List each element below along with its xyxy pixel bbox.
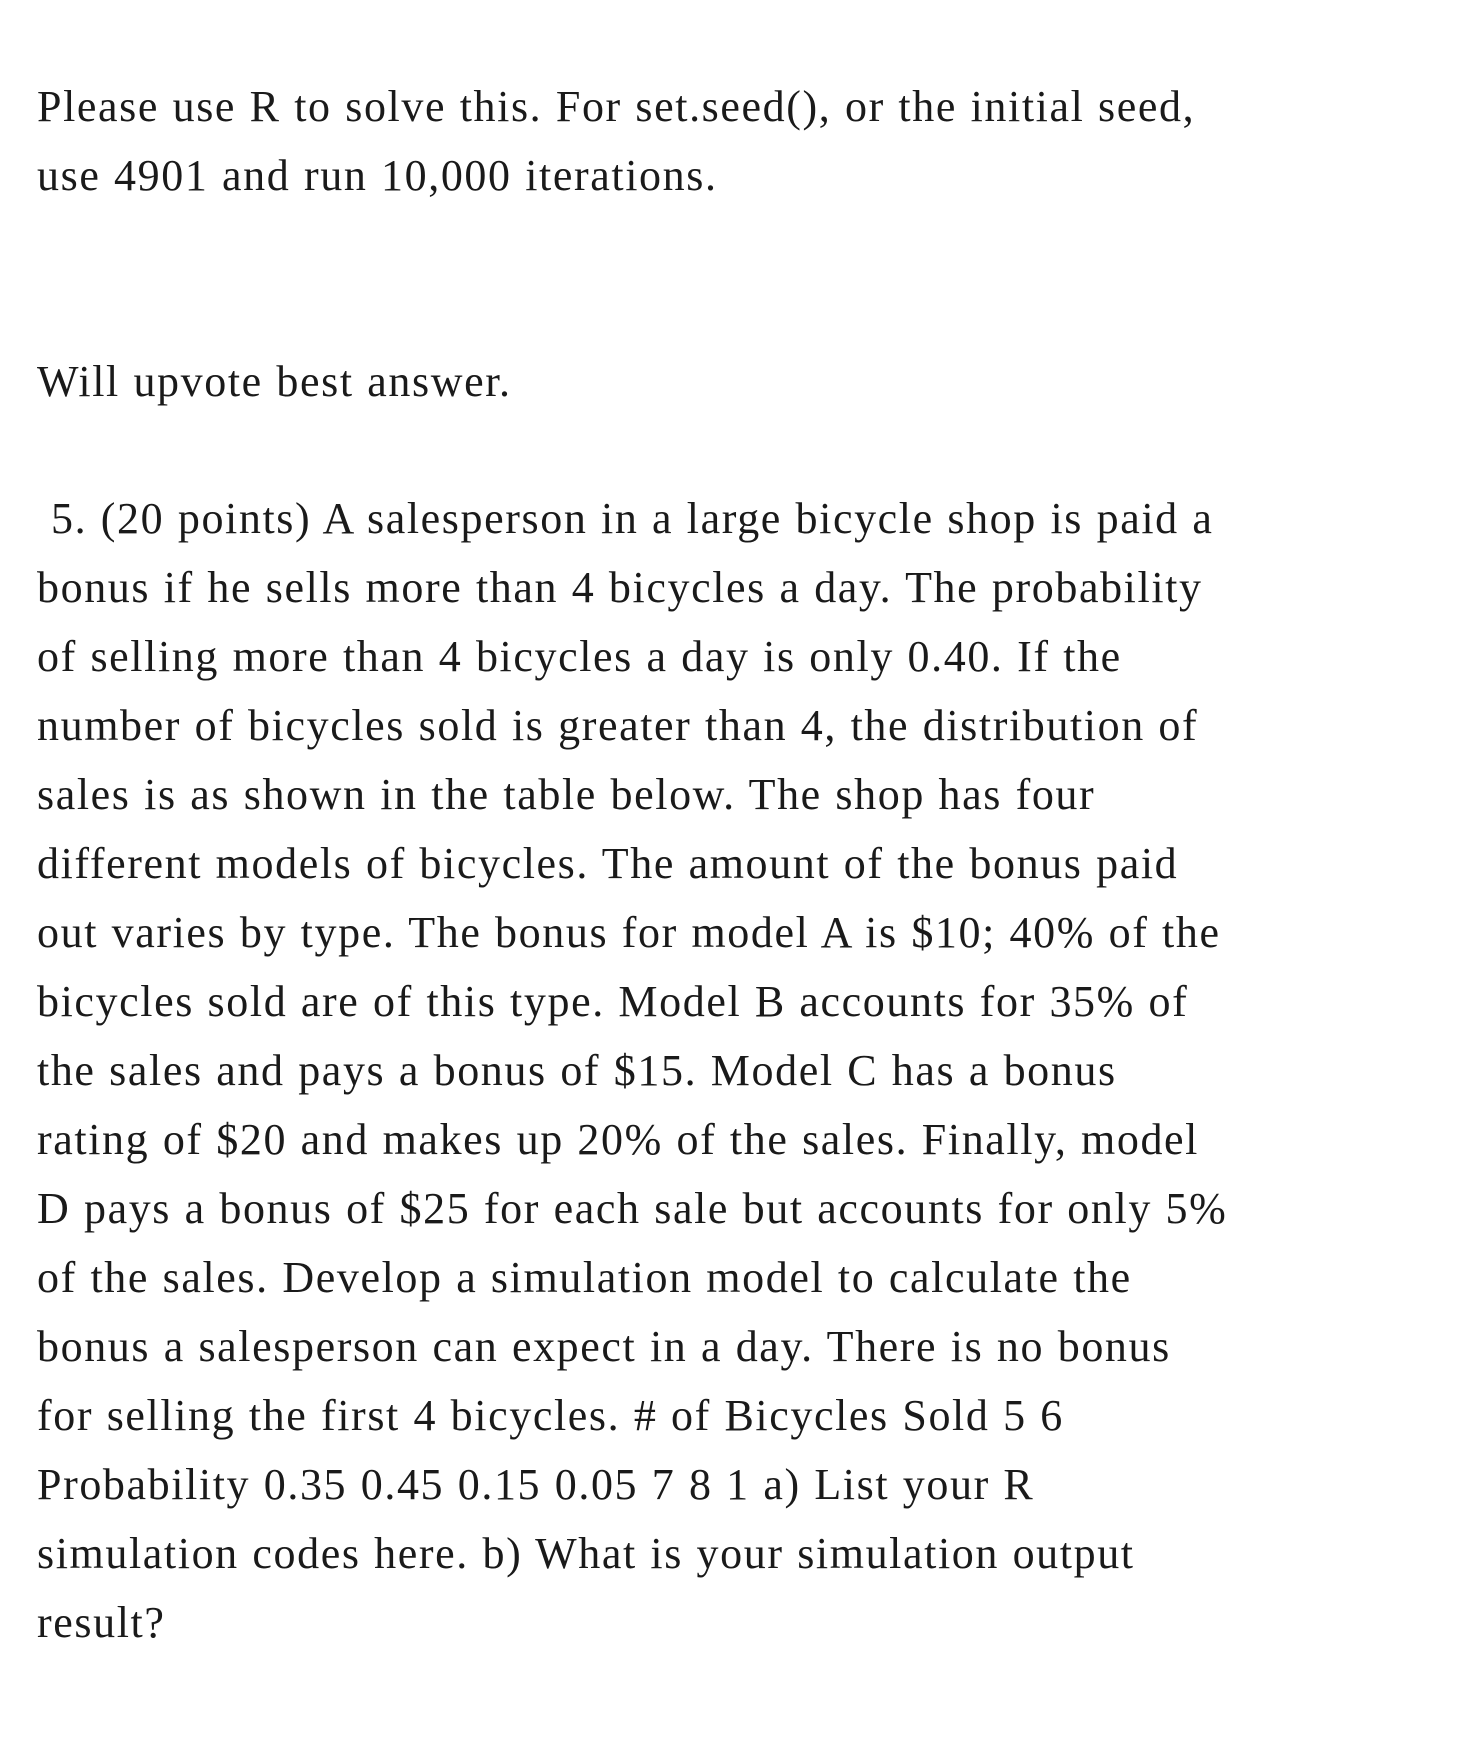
intro-paragraph	[37, 72, 1337, 210]
problem-line: bicycles sold are of this type. Model B accounts for 35% of	[37, 977, 1189, 1026]
problem-paragraph	[37, 484, 1337, 1657]
intro-line: use 4901 and run 10,000 iterations.	[37, 151, 718, 200]
problem-line: bonus if he sells more than 4 bicycles a day. The probability	[37, 563, 1203, 612]
upvote-paragraph	[37, 347, 1337, 416]
intro-line: Please use R to solve this. For set.seed(), or the initial seed,	[37, 82, 1196, 131]
problem-line: of selling more than 4 bicycles a day is only 0.40. If the	[37, 632, 1122, 681]
problem-line: for selling the first 4 bicycles. # of Bicycles Sold 5 6	[37, 1391, 1064, 1440]
upvote-line: Will upvote best answer.	[37, 357, 512, 406]
problem-line: the sales and pays a bonus of $15. Model C has a bonus	[37, 1046, 1117, 1095]
document-body	[37, 72, 1337, 1657]
problem-line: out varies by type. The bonus for model A is $10; 40% of the	[37, 908, 1221, 957]
problem-line: bonus a salesperson can expect in a day. There is no bonus	[37, 1322, 1171, 1371]
problem-line: number of bicycles sold is greater than 4, the distribution of	[37, 701, 1199, 750]
problem-line: result?	[37, 1598, 166, 1647]
problem-line: simulation codes here. b) What is your simulation output	[37, 1529, 1135, 1578]
problem-line-text: 5. (20 points) A salesperson in a large bicycle shop is paid a	[51, 494, 1214, 543]
problem-line: Probability 0.35 0.45 0.15 0.05 7 8 1 a) List your R	[37, 1460, 1035, 1509]
problem-line: of the sales. Develop a simulation model to calculate the	[37, 1253, 1132, 1302]
problem-line: D pays a bonus of $25 for each sale but accounts for only 5%	[37, 1184, 1228, 1233]
problem-line: sales is as shown in the table below. The shop has four	[37, 770, 1096, 819]
problem-line	[37, 484, 1337, 553]
problem-line: rating of $20 and makes up 20% of the sales. Finally, model	[37, 1115, 1200, 1164]
problem-line: different models of bicycles. The amount of the bonus paid	[37, 839, 1179, 888]
